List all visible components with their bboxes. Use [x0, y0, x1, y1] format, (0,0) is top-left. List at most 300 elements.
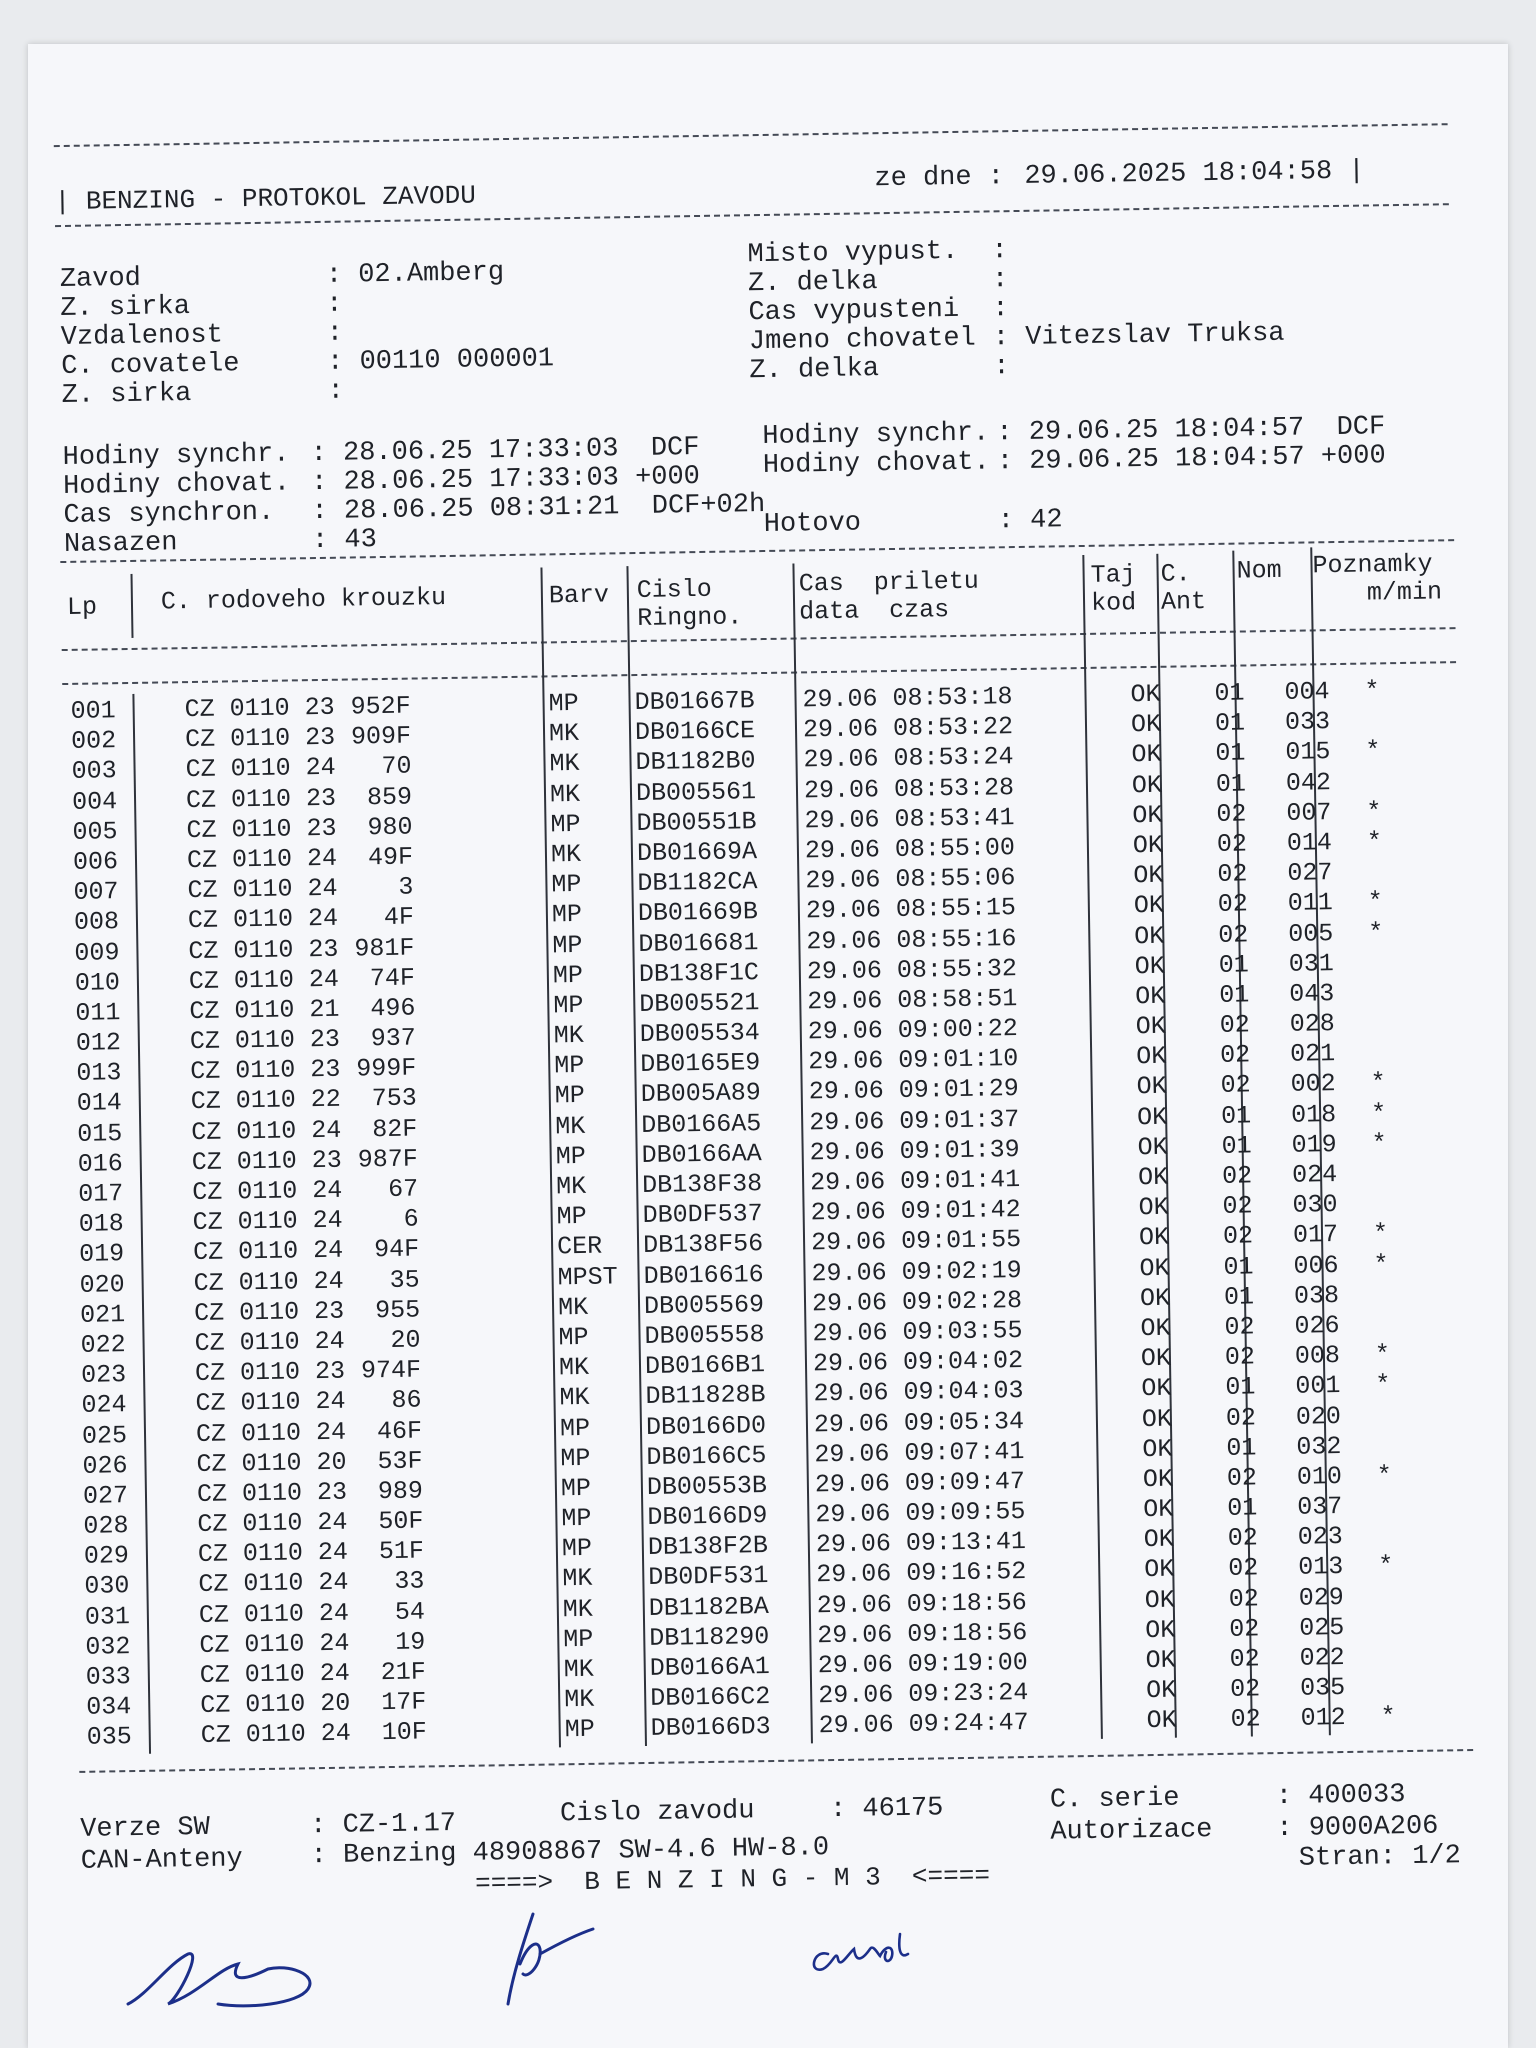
arrival-table — [62, 675, 1478, 1753]
col-lp: Lp — [66, 592, 98, 622]
pigeon-color: MK — [555, 1171, 587, 1202]
cislo-zavodu-value: : 46175 — [829, 1793, 944, 1826]
secret-code: OK — [1142, 1434, 1173, 1464]
sync-value: : 28.06.25 17:33:03 DCF — [310, 433, 700, 470]
arrival-time: 29.06 09:02:28 — [811, 1285, 1023, 1319]
chip-number: DB016681 — [638, 927, 759, 959]
info-value: : — [327, 376, 345, 407]
chip-number: DB0165E9 — [640, 1048, 761, 1080]
col-note-2: m/min — [1366, 577, 1443, 608]
chip-number: DB0166C2 — [650, 1682, 771, 1714]
row-number: 005 — [72, 816, 118, 847]
secret-code: OK — [1140, 1343, 1172, 1374]
col-ring: C. rodoveho krouzku — [160, 583, 447, 617]
ring-prefix: CZ 0110 23 — [188, 934, 339, 966]
ring-number: 10F — [381, 1717, 427, 1748]
arrival-time: 29.06 08:55:06 — [805, 863, 1016, 896]
ring-prefix: CZ 0110 24 — [194, 1326, 345, 1358]
pigeon-color: MP — [561, 1534, 593, 1564]
autorizace-label: Autorizace — [1050, 1815, 1213, 1848]
chip-number: DB138F56 — [642, 1229, 764, 1261]
arrival-time: 29.06 08:55:00 — [804, 833, 1016, 866]
arrival-time: 29.06 09:00:22 — [807, 1014, 1019, 1047]
secret-code: OK — [1144, 1555, 1175, 1585]
nom-number: 042 — [1285, 767, 1332, 798]
sync-value: : 28.06.25 08:31:21 DCF+02h — [311, 489, 766, 528]
ring-number: 86 — [391, 1385, 422, 1416]
arrival-time: 29.06 08:55:15 — [805, 893, 1017, 926]
row-number: 033 — [85, 1662, 132, 1692]
info-value: : 02.Amberg — [325, 258, 505, 291]
ring-prefix: CZ 0110 23 — [191, 1145, 342, 1177]
secret-code: OK — [1131, 770, 1163, 800]
pigeon-color: CER — [556, 1232, 603, 1262]
ring-prefix: CZ 0110 24 — [192, 1175, 343, 1208]
pigeon-color: MPST — [557, 1261, 618, 1292]
row-number: 006 — [72, 847, 119, 877]
antenna-number: 02 — [1228, 1614, 1260, 1644]
nom-number: 026 — [1294, 1310, 1340, 1341]
ring-number: 46F — [376, 1415, 423, 1446]
info-value: : — [326, 318, 344, 349]
chip-number: DB005521 — [639, 988, 760, 1019]
secret-code: OK — [1142, 1464, 1174, 1495]
ring-number: 94F — [373, 1234, 420, 1265]
sync-label: Hodiny chovat. — [62, 468, 291, 503]
secret-code: OK — [1133, 860, 1164, 891]
pigeon-color: MK — [562, 1564, 593, 1594]
ring-prefix: CZ 0110 24 — [199, 1658, 351, 1691]
note-mark: * — [1366, 797, 1382, 827]
secret-code: OK — [1141, 1374, 1172, 1404]
arrival-time: 29.06 09:09:47 — [814, 1466, 1026, 1500]
antenna-number: 02 — [1219, 1040, 1251, 1071]
chip-number: DB00553B — [646, 1470, 768, 1502]
ring-prefix: CZ 0110 22 — [190, 1085, 342, 1117]
info-label: Misto vypust. — [747, 236, 959, 271]
ring-number: 21F — [380, 1657, 427, 1688]
info-label: Vzdalenost — [60, 320, 224, 354]
note-mark: * — [1372, 1219, 1389, 1249]
sync-label: Hodiny synchr. — [762, 418, 990, 453]
pigeon-color: MP — [552, 930, 583, 960]
row-number: 034 — [86, 1692, 132, 1722]
chip-number: DB0166CE — [634, 716, 756, 748]
ring-number: 70 — [381, 751, 412, 782]
note-mark: * — [1368, 917, 1384, 948]
row-number: 002 — [70, 726, 117, 757]
nom-number: 013 — [1298, 1552, 1344, 1583]
chip-number: DB005569 — [643, 1289, 765, 1321]
sync-value: : 29.06.25 18:04:57 DCF — [996, 412, 1386, 449]
col-color: Barv — [548, 580, 610, 611]
arrival-time: 29.06 09:01:29 — [808, 1074, 1019, 1107]
pigeon-color: MP — [564, 1715, 595, 1745]
sync-label: Hodiny synchr. — [62, 439, 290, 474]
antenna-number: 01 — [1223, 1282, 1255, 1312]
row-number: 007 — [73, 877, 119, 908]
chip-number: DB00551B — [636, 806, 757, 838]
ring-number: 33 — [394, 1566, 425, 1597]
row-number: 028 — [83, 1511, 129, 1541]
chip-number: DB0DF537 — [642, 1199, 763, 1231]
sync-value: : 29.06.25 18:04:57 +000 — [996, 441, 1386, 478]
arrival-time: 29.06 09:04:03 — [813, 1376, 1024, 1409]
ring-prefix: CZ 0110 23 — [184, 692, 335, 725]
nom-number: 015 — [1285, 737, 1331, 768]
ring-prefix: CZ 0110 24 — [186, 843, 338, 876]
antenna-number: 02 — [1217, 889, 1249, 920]
info-label: Z. sirka — [61, 378, 192, 412]
ring-number: 53F — [377, 1446, 423, 1476]
antenna-number: 01 — [1214, 678, 1245, 708]
pigeon-color: MK — [564, 1684, 595, 1715]
arrival-time: 29.06 09:01:41 — [809, 1165, 1021, 1198]
date-label: ze dne : — [874, 162, 1005, 195]
arrival-time: 29.06 09:01:55 — [810, 1225, 1022, 1258]
secret-code: OK — [1140, 1313, 1171, 1344]
antenna-number: 02 — [1221, 1161, 1253, 1191]
info-value: : — [993, 352, 1010, 383]
arrival-time: 29.06 09:07:41 — [814, 1436, 1025, 1470]
pigeon-color: MP — [551, 900, 583, 930]
pigeon-color: MK — [555, 1111, 586, 1141]
info-value: : — [992, 294, 1009, 325]
ring-number: 989 — [377, 1476, 424, 1507]
col-nom: Nom — [1236, 555, 1282, 586]
row-number: 029 — [83, 1541, 130, 1572]
sync-label: Hotovo — [763, 508, 862, 540]
info-value: : — [991, 236, 1008, 267]
date-value: 29.06.2025 18:04:58 | — [1024, 156, 1365, 192]
nom-number: 027 — [1287, 858, 1333, 888]
sync-label: Hodiny chovat. — [762, 447, 990, 482]
arrival-time: 29.06 09:05:34 — [813, 1406, 1025, 1439]
pigeon-color: MP — [558, 1322, 589, 1353]
ring-prefix: CZ 0110 23 — [184, 722, 336, 755]
ring-number: 50F — [378, 1506, 424, 1537]
note-mark: * — [1366, 827, 1383, 857]
chip-number: DB0166C5 — [646, 1440, 767, 1472]
row-number: 009 — [74, 937, 120, 968]
arrival-time: 29.06 09:04:02 — [812, 1346, 1024, 1379]
autorizace-value: : 9000A206 — [1276, 1811, 1439, 1845]
nom-number: 001 — [1295, 1371, 1341, 1402]
ring-prefix: CZ 0110 24 — [193, 1266, 344, 1298]
sync-label: Nasazen — [63, 528, 178, 560]
secret-code: OK — [1132, 830, 1164, 861]
row-number: 020 — [79, 1269, 125, 1300]
ring-number: 67 — [387, 1174, 419, 1204]
row-number: 027 — [82, 1480, 129, 1511]
arrival-time: 29.06 09:02:19 — [811, 1255, 1022, 1288]
note-mark: * — [1371, 1129, 1387, 1159]
antenna-number: 01 — [1223, 1251, 1254, 1282]
info-value: : 00110 000001 — [326, 344, 555, 378]
col-ant-1: C. — [1160, 559, 1191, 589]
arrival-time: 29.06 09:16:52 — [816, 1557, 1027, 1590]
signature-3 — [788, 1904, 948, 1994]
ring-prefix: CZ 0110 24 — [198, 1568, 349, 1600]
row-number: 017 — [78, 1179, 124, 1209]
ring-prefix: CZ 0110 24 — [195, 1417, 347, 1449]
row-number: 026 — [82, 1450, 128, 1481]
arrival-time: 29.06 09:01:42 — [810, 1195, 1021, 1228]
nom-number: 038 — [1293, 1280, 1340, 1311]
col-ant-2: Ant — [1160, 587, 1207, 617]
antenna-number: 02 — [1216, 829, 1248, 859]
ring-prefix: CZ 0110 24 — [195, 1386, 346, 1419]
secret-code: OK — [1141, 1404, 1173, 1434]
secret-code: OK — [1132, 800, 1163, 830]
ring-prefix: CZ 0110 20 — [200, 1688, 351, 1721]
printout-sheet — [28, 44, 1508, 2048]
antenna-number: 01 — [1220, 1101, 1252, 1131]
antenna-number: 02 — [1226, 1463, 1258, 1493]
row-number: 021 — [79, 1299, 126, 1330]
secret-code: OK — [1136, 1102, 1168, 1132]
ring-prefix: CZ 0110 23 — [186, 813, 337, 845]
nom-number: 033 — [1284, 707, 1331, 738]
antenna-number: 02 — [1218, 919, 1249, 950]
note-mark: * — [1370, 1068, 1386, 1098]
antenna-number: 02 — [1230, 1704, 1261, 1735]
nom-number: 020 — [1295, 1401, 1342, 1432]
arrival-time: 29.06 08:55:32 — [806, 953, 1018, 987]
pigeon-color: MP — [563, 1624, 594, 1655]
note-mark: * — [1370, 1098, 1387, 1129]
ring-number: 17F — [381, 1687, 427, 1718]
row-number: 011 — [75, 998, 121, 1028]
antenna-number: 01 — [1215, 769, 1247, 799]
ring-prefix: CZ 0110 23 — [193, 1296, 345, 1328]
ring-prefix: CZ 0110 23 — [185, 783, 337, 815]
chip-number: DB0166D9 — [647, 1501, 768, 1533]
pigeon-color: MK — [559, 1383, 590, 1413]
nom-number: 012 — [1300, 1703, 1346, 1734]
pigeon-color: MP — [554, 1051, 585, 1081]
ring-number: 859 — [366, 782, 413, 812]
ring-number: 999F — [356, 1053, 417, 1084]
secret-code: OK — [1134, 921, 1165, 951]
arrival-time: 29.06 09:03:55 — [812, 1315, 1023, 1349]
antenna-number: 01 — [1225, 1372, 1256, 1403]
ring-prefix: CZ 0110 24 — [191, 1115, 342, 1147]
arrival-time: 29.06 08:53:41 — [804, 802, 1015, 836]
ring-number: 955 — [374, 1295, 421, 1325]
nom-number: 031 — [1288, 948, 1335, 979]
arrival-time: 29.06 09:18:56 — [816, 1587, 1028, 1620]
antenna-number: 02 — [1219, 1010, 1250, 1040]
ring-prefix: CZ 0110 24 — [197, 1507, 348, 1540]
note-mark: * — [1373, 1249, 1389, 1280]
ring-number: 3 — [398, 872, 414, 902]
antenna-number: 02 — [1220, 1070, 1251, 1101]
nom-number: 023 — [1297, 1522, 1344, 1552]
ring-number: 54 — [394, 1597, 426, 1627]
ring-prefix: CZ 0110 23 — [189, 1024, 341, 1057]
nom-number: 029 — [1298, 1582, 1344, 1613]
chip-number: DB0166B1 — [644, 1350, 766, 1382]
antenna-number: 01 — [1218, 950, 1250, 980]
row-number: 016 — [77, 1148, 124, 1179]
sync-value: : 43 — [311, 525, 378, 557]
antenna-number: 02 — [1224, 1342, 1256, 1372]
ring-prefix: CZ 0110 24 — [187, 904, 339, 936]
arrival-time: 29.06 09:01:10 — [808, 1044, 1019, 1077]
nom-number: 019 — [1291, 1129, 1337, 1160]
secret-code: OK — [1130, 679, 1161, 710]
nom-number: 022 — [1299, 1643, 1345, 1673]
col-cas-1: Cas priletu — [798, 566, 979, 599]
antenna-number: 02 — [1229, 1644, 1260, 1674]
pigeon-color: MP — [552, 960, 584, 991]
col-taj-1: Taj — [1090, 560, 1136, 590]
ring-prefix: CZ 0110 24 — [200, 1719, 352, 1751]
ring-prefix: CZ 0110 24 — [199, 1628, 350, 1660]
ring-number: 6 — [403, 1204, 419, 1234]
secret-code: OK — [1138, 1223, 1170, 1253]
chip-number: DB118290 — [649, 1621, 770, 1653]
ring-prefix: CZ 0110 24 — [192, 1236, 344, 1268]
secret-code: OK — [1131, 740, 1162, 770]
verze-label: Verze SW — [79, 1812, 211, 1845]
note-mark: * — [1375, 1370, 1391, 1400]
row-number: 014 — [76, 1088, 123, 1119]
note-mark: * — [1376, 1461, 1393, 1491]
serie-value: : 400033 — [1275, 1780, 1406, 1813]
row-number: 003 — [71, 756, 117, 787]
row-number: 030 — [84, 1571, 130, 1602]
ring-number: 496 — [370, 993, 416, 1024]
chip-number: DB01669A — [636, 837, 758, 868]
info-label: Z. sirka — [60, 291, 191, 325]
col-cas-2: data czas — [798, 595, 950, 627]
nom-number: 006 — [1293, 1250, 1339, 1281]
antenna-number: 02 — [1225, 1402, 1257, 1433]
chip-number: DB01667B — [634, 686, 755, 718]
chip-number: DB005A89 — [640, 1078, 761, 1110]
row-number: 008 — [73, 907, 120, 938]
verze-value: : CZ-1.17 — [309, 1808, 457, 1842]
arrival-time: 29.06 09:01:37 — [808, 1104, 1020, 1137]
pigeon-color: MP — [560, 1443, 591, 1473]
chip-number: DB138F2B — [647, 1531, 769, 1563]
ring-number: 35 — [389, 1265, 420, 1295]
arrival-time: 29.06 08:53:22 — [802, 712, 1014, 745]
chip-number: DB1182B0 — [635, 746, 756, 778]
arrival-time: 29.06 09:23:24 — [817, 1678, 1029, 1711]
row-number: 015 — [77, 1118, 123, 1149]
row-number: 001 — [70, 696, 116, 726]
ring-number: 937 — [370, 1023, 417, 1054]
ring-prefix: CZ 0110 24 — [187, 873, 338, 906]
nom-number: 018 — [1290, 1099, 1337, 1130]
pigeon-color: MK — [558, 1352, 590, 1383]
nom-number: 002 — [1290, 1069, 1336, 1100]
chip-number: DB016616 — [643, 1259, 764, 1291]
serie-label: C. serie — [1049, 1783, 1180, 1816]
antenna-number: 02 — [1227, 1523, 1259, 1554]
signature-1 — [108, 1924, 348, 2024]
page-indicator: Stran: 1/2 — [1298, 1841, 1462, 1874]
pigeon-color: MP — [559, 1413, 591, 1443]
nom-number: 043 — [1289, 978, 1335, 1009]
ring-number: 20 — [390, 1325, 421, 1355]
pigeon-color: MP — [556, 1202, 587, 1232]
info-label: Zavod — [59, 263, 142, 296]
ring-number: 980 — [367, 812, 413, 843]
ring-number: 987F — [357, 1144, 418, 1175]
chip-number: DB005561 — [635, 776, 757, 808]
antenna-number: 02 — [1224, 1312, 1255, 1342]
header-top-rule — [54, 123, 1448, 147]
can-value: : Benzing 48908867 SW-4.6 HW-8.0 — [310, 1833, 830, 1872]
secret-code: OK — [1134, 951, 1166, 981]
info-label: C. covatele — [61, 349, 240, 383]
row-number: 012 — [75, 1028, 122, 1058]
pigeon-color: MP — [560, 1473, 592, 1504]
pigeon-color: MK — [563, 1654, 595, 1685]
nom-number: 005 — [1288, 918, 1334, 949]
secret-code: OK — [1146, 1706, 1177, 1736]
chip-number: DB01669B — [637, 897, 759, 929]
nom-number: 014 — [1286, 828, 1333, 858]
antenna-number: 01 — [1214, 708, 1246, 739]
ring-number: 981F — [354, 933, 415, 963]
secret-code: OK — [1137, 1162, 1169, 1193]
col-cislo-1: Cislo — [636, 574, 713, 606]
info-value: : — [326, 289, 343, 320]
pigeon-color: MK — [557, 1292, 589, 1323]
arrival-time: 29.06 09:19:00 — [817, 1647, 1028, 1681]
ring-prefix: CZ 0110 24 — [198, 1598, 350, 1630]
info-label: Cas vypusteni — [748, 294, 960, 329]
row-number: 032 — [85, 1631, 131, 1662]
signature-2 — [468, 1904, 628, 2024]
ring-number: 974F — [360, 1355, 422, 1386]
arrival-time: 29.06 09:13:41 — [815, 1527, 1027, 1560]
nom-number: 007 — [1286, 797, 1332, 828]
antenna-number: 02 — [1228, 1583, 1259, 1614]
chip-number: DB1182CA — [637, 867, 758, 899]
ring-prefix: CZ 0110 21 — [189, 994, 340, 1026]
secret-code: OK — [1144, 1585, 1175, 1615]
antenna-number: 01 — [1226, 1433, 1257, 1463]
row-number: 024 — [81, 1390, 127, 1421]
row-number: 004 — [71, 786, 118, 817]
secret-code: OK — [1133, 891, 1165, 921]
pigeon-color: MP — [553, 990, 584, 1021]
protocol-title: | BENZING - PROTOKOL ZAVODU — [54, 180, 477, 218]
ring-prefix: CZ 0110 24 — [188, 964, 340, 996]
row-number: 010 — [74, 967, 121, 998]
note-mark: * — [1365, 736, 1381, 766]
pigeon-color: MK — [549, 779, 581, 809]
secret-code: OK — [1139, 1253, 1170, 1283]
nom-number: 021 — [1289, 1039, 1336, 1070]
ring-prefix: CZ 0110 23 — [196, 1477, 348, 1509]
arrival-time: 29.06 08:53:24 — [803, 742, 1014, 775]
antenna-number: 01 — [1221, 1131, 1252, 1161]
info-label: Z. delka — [749, 354, 880, 387]
ring-prefix: CZ 0110 24 — [192, 1205, 343, 1238]
chip-number: DB0166A1 — [649, 1652, 771, 1683]
ring-prefix: CZ 0110 23 — [190, 1054, 341, 1087]
col-taj-2: kod — [1090, 588, 1137, 618]
ring-prefix: CZ 0110 23 — [194, 1356, 346, 1389]
secret-code: OK — [1135, 981, 1166, 1012]
